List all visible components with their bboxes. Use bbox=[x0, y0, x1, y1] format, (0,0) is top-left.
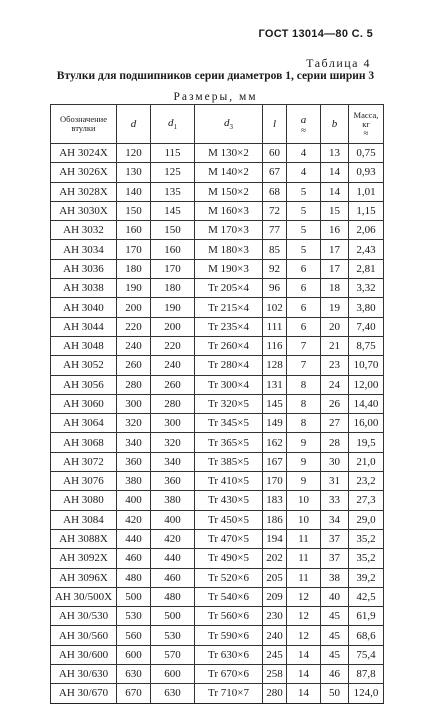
cell-designation: АН 3064 bbox=[51, 414, 117, 433]
table-row bbox=[51, 298, 384, 317]
cell-designation: АН 3034 bbox=[51, 240, 117, 259]
cell-l: 92 bbox=[263, 259, 287, 278]
cell-mass: 1,15 bbox=[349, 201, 384, 220]
cell-d: 170 bbox=[117, 240, 151, 259]
cell-d: 120 bbox=[117, 144, 151, 163]
cell-b: 50 bbox=[321, 684, 349, 703]
cell-b: 26 bbox=[321, 394, 349, 413]
cell-a: 11 bbox=[287, 568, 321, 587]
cell-d1: 125 bbox=[151, 163, 195, 182]
table-row bbox=[51, 201, 384, 220]
bushings-table bbox=[50, 104, 384, 704]
cell-mass: 2,43 bbox=[349, 240, 384, 259]
table-row bbox=[51, 626, 384, 645]
cell-b: 20 bbox=[321, 317, 349, 336]
table-row bbox=[51, 568, 384, 587]
cell-a: 9 bbox=[287, 433, 321, 452]
cell-b: 28 bbox=[321, 433, 349, 452]
cell-designation: АН 3028Х bbox=[51, 182, 117, 201]
cell-d: 160 bbox=[117, 221, 151, 240]
cell-d3: Tr 410×5 bbox=[195, 472, 263, 491]
cell-designation: АН 3024Х bbox=[51, 144, 117, 163]
cell-d: 130 bbox=[117, 163, 151, 182]
cell-d3: Tr 215×4 bbox=[195, 298, 263, 317]
cell-a: 5 bbox=[287, 221, 321, 240]
cell-d1: 630 bbox=[151, 684, 195, 703]
cell-designation: АН 30/630 bbox=[51, 665, 117, 684]
cell-mass: 23,2 bbox=[349, 472, 384, 491]
cell-l: 128 bbox=[263, 356, 287, 375]
table-row bbox=[51, 414, 384, 433]
cell-d: 320 bbox=[117, 414, 151, 433]
cell-b: 33 bbox=[321, 491, 349, 510]
cell-d: 440 bbox=[117, 529, 151, 548]
table-row bbox=[51, 433, 384, 452]
cell-b: 16 bbox=[321, 221, 349, 240]
cell-l: 280 bbox=[263, 684, 287, 703]
cell-l: 111 bbox=[263, 317, 287, 336]
cell-designation: АН 30/560 bbox=[51, 626, 117, 645]
col-header-b: b bbox=[321, 105, 349, 144]
cell-d: 530 bbox=[117, 607, 151, 626]
cell-a: 12 bbox=[287, 607, 321, 626]
col-header-d3-sub: 3 bbox=[229, 123, 233, 132]
cell-b: 45 bbox=[321, 607, 349, 626]
cell-designation: АН 3038 bbox=[51, 279, 117, 298]
cell-l: 167 bbox=[263, 452, 287, 471]
cell-designation: АН 3068 bbox=[51, 433, 117, 452]
cell-l: 102 bbox=[263, 298, 287, 317]
cell-l: 186 bbox=[263, 510, 287, 529]
cell-d3: Tr 385×5 bbox=[195, 452, 263, 471]
cell-d1: 360 bbox=[151, 472, 195, 491]
cell-l: 68 bbox=[263, 182, 287, 201]
table-row bbox=[51, 665, 384, 684]
cell-mass: 124,0 bbox=[349, 684, 384, 703]
cell-l: 245 bbox=[263, 645, 287, 664]
cell-d3: Tr 470×5 bbox=[195, 529, 263, 548]
cell-a: 6 bbox=[287, 259, 321, 278]
cell-l: 205 bbox=[263, 568, 287, 587]
cell-b: 37 bbox=[321, 549, 349, 568]
cell-d3: М 170×3 bbox=[195, 221, 263, 240]
cell-designation: АН 3080 bbox=[51, 491, 117, 510]
cell-d3: Tr 430×5 bbox=[195, 491, 263, 510]
cell-d3: М 130×2 bbox=[195, 144, 263, 163]
cell-b: 13 bbox=[321, 144, 349, 163]
col-header-mass-approx: ≈ bbox=[363, 128, 369, 138]
cell-d3: Tr 540×6 bbox=[195, 587, 263, 606]
cell-designation: АН 3036 bbox=[51, 259, 117, 278]
cell-d1: 220 bbox=[151, 336, 195, 355]
cell-a: 8 bbox=[287, 414, 321, 433]
cell-l: 131 bbox=[263, 375, 287, 394]
cell-d1: 400 bbox=[151, 510, 195, 529]
cell-d1: 500 bbox=[151, 607, 195, 626]
cell-designation: АН 3084 bbox=[51, 510, 117, 529]
cell-d1: 380 bbox=[151, 491, 195, 510]
cell-d: 560 bbox=[117, 626, 151, 645]
cell-mass: 7,40 bbox=[349, 317, 384, 336]
cell-mass: 39,2 bbox=[349, 568, 384, 587]
cell-b: 45 bbox=[321, 645, 349, 664]
cell-designation: АН 3088Х bbox=[51, 529, 117, 548]
cell-mass: 12,00 bbox=[349, 375, 384, 394]
cell-mass: 42,5 bbox=[349, 587, 384, 606]
cell-d3: Tr 670×6 bbox=[195, 665, 263, 684]
cell-d: 670 bbox=[117, 684, 151, 703]
table-title: Втулки для подшипников серии диаметров 1, серии ширин 3 bbox=[56, 70, 375, 82]
table-row bbox=[51, 529, 384, 548]
col-header-a-letter: a bbox=[300, 114, 307, 126]
cell-d: 280 bbox=[117, 375, 151, 394]
cell-designation: АН 3040 bbox=[51, 298, 117, 317]
cell-d1: 320 bbox=[151, 433, 195, 452]
table-body bbox=[51, 144, 384, 704]
cell-d3: М 140×2 bbox=[195, 163, 263, 182]
cell-a: 12 bbox=[287, 587, 321, 606]
col-header-d3 bbox=[195, 105, 263, 144]
cell-a: 12 bbox=[287, 626, 321, 645]
cell-mass: 29,0 bbox=[349, 510, 384, 529]
cell-mass: 35,2 bbox=[349, 549, 384, 568]
cell-d3: Tr 205×4 bbox=[195, 279, 263, 298]
table-row bbox=[51, 356, 384, 375]
cell-d1: 280 bbox=[151, 394, 195, 413]
cell-b: 14 bbox=[321, 163, 349, 182]
cell-d: 360 bbox=[117, 452, 151, 471]
col-header-d: d bbox=[117, 105, 151, 144]
cell-mass: 0,93 bbox=[349, 163, 384, 182]
cell-d3: Tr 365×5 bbox=[195, 433, 263, 452]
cell-d3: М 150×2 bbox=[195, 182, 263, 201]
cell-designation: АН 3056 bbox=[51, 375, 117, 394]
cell-d: 140 bbox=[117, 182, 151, 201]
cell-designation: АН 3026Х bbox=[51, 163, 117, 182]
cell-b: 24 bbox=[321, 375, 349, 394]
col-header-a bbox=[287, 105, 321, 144]
table-row bbox=[51, 684, 384, 703]
cell-d: 420 bbox=[117, 510, 151, 529]
table-row bbox=[51, 182, 384, 201]
cell-d3: Tr 590×6 bbox=[195, 626, 263, 645]
table-number: Таблица 4 bbox=[306, 56, 371, 70]
cell-b: 17 bbox=[321, 259, 349, 278]
cell-d3: Tr 710×7 bbox=[195, 684, 263, 703]
cell-d: 190 bbox=[117, 279, 151, 298]
cell-d3: Tr 345×5 bbox=[195, 414, 263, 433]
cell-b: 27 bbox=[321, 414, 349, 433]
cell-mass: 2,06 bbox=[349, 221, 384, 240]
col-header-d1-letter: d bbox=[168, 116, 174, 129]
cell-designation: АН 3092Х bbox=[51, 549, 117, 568]
cell-mass: 3,32 bbox=[349, 279, 384, 298]
cell-designation: АН 3032 bbox=[51, 221, 117, 240]
cell-d1: 340 bbox=[151, 452, 195, 471]
cell-d1: 600 bbox=[151, 665, 195, 684]
cell-d3: Tr 450×5 bbox=[195, 510, 263, 529]
cell-b: 38 bbox=[321, 568, 349, 587]
cell-mass: 8,75 bbox=[349, 336, 384, 355]
cell-d3: М 190×3 bbox=[195, 259, 263, 278]
cell-mass: 16,00 bbox=[349, 414, 384, 433]
cell-d3: Tr 560×6 bbox=[195, 607, 263, 626]
cell-b: 17 bbox=[321, 240, 349, 259]
cell-d1: 460 bbox=[151, 568, 195, 587]
cell-mass: 1,01 bbox=[349, 182, 384, 201]
cell-d1: 135 bbox=[151, 182, 195, 201]
cell-a: 14 bbox=[287, 665, 321, 684]
cell-d3: М 180×3 bbox=[195, 240, 263, 259]
col-header-mass bbox=[349, 105, 384, 144]
cell-a: 5 bbox=[287, 201, 321, 220]
cell-b: 18 bbox=[321, 279, 349, 298]
cell-mass: 3,80 bbox=[349, 298, 384, 317]
cell-designation: АН 3030Х bbox=[51, 201, 117, 220]
cell-d: 240 bbox=[117, 336, 151, 355]
table-row bbox=[51, 472, 384, 491]
cell-d3: Tr 280×4 bbox=[195, 356, 263, 375]
cell-l: 85 bbox=[263, 240, 287, 259]
cell-a: 4 bbox=[287, 163, 321, 182]
cell-d1: 115 bbox=[151, 144, 195, 163]
dimensions-caption: Размеры, мм bbox=[173, 91, 258, 103]
cell-designation: АН 30/600 bbox=[51, 645, 117, 664]
table-row bbox=[51, 336, 384, 355]
cell-a: 14 bbox=[287, 645, 321, 664]
cell-mass: 2,81 bbox=[349, 259, 384, 278]
cell-a: 6 bbox=[287, 279, 321, 298]
cell-b: 14 bbox=[321, 182, 349, 201]
cell-b: 46 bbox=[321, 665, 349, 684]
cell-d: 260 bbox=[117, 356, 151, 375]
cell-mass: 0,75 bbox=[349, 144, 384, 163]
cell-l: 67 bbox=[263, 163, 287, 182]
cell-designation: АН 3048 bbox=[51, 336, 117, 355]
cell-d: 380 bbox=[117, 472, 151, 491]
cell-mass: 19,5 bbox=[349, 433, 384, 452]
cell-d1: 260 bbox=[151, 375, 195, 394]
cell-d: 630 bbox=[117, 665, 151, 684]
page-header-standard: ГОСТ 13014—80 С. 5 bbox=[258, 28, 373, 40]
cell-d: 400 bbox=[117, 491, 151, 510]
cell-l: 202 bbox=[263, 549, 287, 568]
cell-a: 5 bbox=[287, 240, 321, 259]
cell-d3: Tr 320×5 bbox=[195, 394, 263, 413]
cell-designation: АН 3072 bbox=[51, 452, 117, 471]
cell-d: 150 bbox=[117, 201, 151, 220]
table-row bbox=[51, 221, 384, 240]
cell-d3: Tr 235×4 bbox=[195, 317, 263, 336]
cell-d: 340 bbox=[117, 433, 151, 452]
cell-designation: АН 3096Х bbox=[51, 568, 117, 587]
cell-a: 9 bbox=[287, 452, 321, 471]
cell-l: 194 bbox=[263, 529, 287, 548]
cell-mass: 75,4 bbox=[349, 645, 384, 664]
cell-a: 6 bbox=[287, 317, 321, 336]
cell-d: 220 bbox=[117, 317, 151, 336]
table-row bbox=[51, 587, 384, 606]
cell-l: 230 bbox=[263, 607, 287, 626]
table-row bbox=[51, 549, 384, 568]
cell-a: 10 bbox=[287, 491, 321, 510]
cell-a: 8 bbox=[287, 394, 321, 413]
table-row bbox=[51, 144, 384, 163]
cell-mass: 21,0 bbox=[349, 452, 384, 471]
cell-d1: 200 bbox=[151, 317, 195, 336]
cell-a: 11 bbox=[287, 529, 321, 548]
cell-d1: 190 bbox=[151, 298, 195, 317]
cell-l: 209 bbox=[263, 587, 287, 606]
cell-d: 180 bbox=[117, 259, 151, 278]
cell-mass: 68,6 bbox=[349, 626, 384, 645]
cell-b: 30 bbox=[321, 452, 349, 471]
cell-d3: Tr 300×4 bbox=[195, 375, 263, 394]
cell-d1: 145 bbox=[151, 201, 195, 220]
cell-a: 9 bbox=[287, 472, 321, 491]
col-header-l: l bbox=[263, 105, 287, 144]
cell-l: 77 bbox=[263, 221, 287, 240]
cell-l: 170 bbox=[263, 472, 287, 491]
cell-a: 8 bbox=[287, 375, 321, 394]
table-row bbox=[51, 279, 384, 298]
cell-a: 6 bbox=[287, 298, 321, 317]
table-row bbox=[51, 394, 384, 413]
cell-b: 15 bbox=[321, 201, 349, 220]
cell-b: 19 bbox=[321, 298, 349, 317]
cell-b: 34 bbox=[321, 510, 349, 529]
cell-d1: 170 bbox=[151, 259, 195, 278]
cell-mass: 87,8 bbox=[349, 665, 384, 684]
cell-d3: Tr 630×6 bbox=[195, 645, 263, 664]
table-row bbox=[51, 240, 384, 259]
cell-d: 500 bbox=[117, 587, 151, 606]
cell-l: 96 bbox=[263, 279, 287, 298]
cell-d: 480 bbox=[117, 568, 151, 587]
cell-d1: 160 bbox=[151, 240, 195, 259]
cell-l: 183 bbox=[263, 491, 287, 510]
cell-b: 40 bbox=[321, 587, 349, 606]
cell-a: 4 bbox=[287, 144, 321, 163]
cell-b: 23 bbox=[321, 356, 349, 375]
cell-mass: 61,9 bbox=[349, 607, 384, 626]
cell-l: 149 bbox=[263, 414, 287, 433]
col-header-d1 bbox=[151, 105, 195, 144]
cell-a: 11 bbox=[287, 549, 321, 568]
col-header-designation: Обозначение втулки bbox=[51, 105, 117, 144]
cell-designation: АН 3052 bbox=[51, 356, 117, 375]
cell-d: 200 bbox=[117, 298, 151, 317]
cell-l: 72 bbox=[263, 201, 287, 220]
col-header-d1-sub: 1 bbox=[173, 123, 177, 132]
cell-a: 5 bbox=[287, 182, 321, 201]
cell-l: 145 bbox=[263, 394, 287, 413]
cell-l: 258 bbox=[263, 665, 287, 684]
cell-l: 60 bbox=[263, 144, 287, 163]
cell-l: 116 bbox=[263, 336, 287, 355]
cell-d1: 570 bbox=[151, 645, 195, 664]
cell-d3: М 160×3 bbox=[195, 201, 263, 220]
cell-mass: 10,70 bbox=[349, 356, 384, 375]
col-header-a-approx: ≈ bbox=[301, 125, 306, 135]
cell-l: 162 bbox=[263, 433, 287, 452]
cell-d3: Tr 490×5 bbox=[195, 549, 263, 568]
table-row bbox=[51, 317, 384, 336]
col-header-mass-label: Масса, кг bbox=[353, 110, 379, 129]
cell-d1: 420 bbox=[151, 529, 195, 548]
cell-d: 460 bbox=[117, 549, 151, 568]
cell-d1: 180 bbox=[151, 279, 195, 298]
cell-mass: 14,40 bbox=[349, 394, 384, 413]
cell-mass: 35,2 bbox=[349, 529, 384, 548]
cell-d1: 530 bbox=[151, 626, 195, 645]
table-row bbox=[51, 163, 384, 182]
cell-d1: 440 bbox=[151, 549, 195, 568]
cell-l: 240 bbox=[263, 626, 287, 645]
table-row bbox=[51, 452, 384, 471]
cell-a: 7 bbox=[287, 336, 321, 355]
cell-d3: Tr 260×4 bbox=[195, 336, 263, 355]
cell-b: 37 bbox=[321, 529, 349, 548]
cell-d: 300 bbox=[117, 394, 151, 413]
table-row bbox=[51, 607, 384, 626]
cell-designation: АН 3076 bbox=[51, 472, 117, 491]
cell-d1: 150 bbox=[151, 221, 195, 240]
cell-designation: АН 30/530 bbox=[51, 607, 117, 626]
cell-b: 31 bbox=[321, 472, 349, 491]
cell-a: 7 bbox=[287, 356, 321, 375]
cell-a: 14 bbox=[287, 684, 321, 703]
table-row bbox=[51, 491, 384, 510]
col-header-d3-letter: d bbox=[224, 116, 230, 129]
cell-designation: АН 30/500Х bbox=[51, 587, 117, 606]
cell-d: 600 bbox=[117, 645, 151, 664]
cell-d1: 300 bbox=[151, 414, 195, 433]
table-row bbox=[51, 375, 384, 394]
cell-d1: 480 bbox=[151, 587, 195, 606]
cell-mass: 27,3 bbox=[349, 491, 384, 510]
cell-b: 21 bbox=[321, 336, 349, 355]
cell-designation: АН 30/670 bbox=[51, 684, 117, 703]
table-row bbox=[51, 645, 384, 664]
cell-d3: Tr 520×6 bbox=[195, 568, 263, 587]
table-row bbox=[51, 259, 384, 278]
cell-b: 45 bbox=[321, 626, 349, 645]
cell-d1: 240 bbox=[151, 356, 195, 375]
cell-designation: АН 3060 bbox=[51, 394, 117, 413]
table-header-row bbox=[51, 105, 384, 144]
cell-a: 10 bbox=[287, 510, 321, 529]
table-row bbox=[51, 510, 384, 529]
cell-designation: АН 3044 bbox=[51, 317, 117, 336]
